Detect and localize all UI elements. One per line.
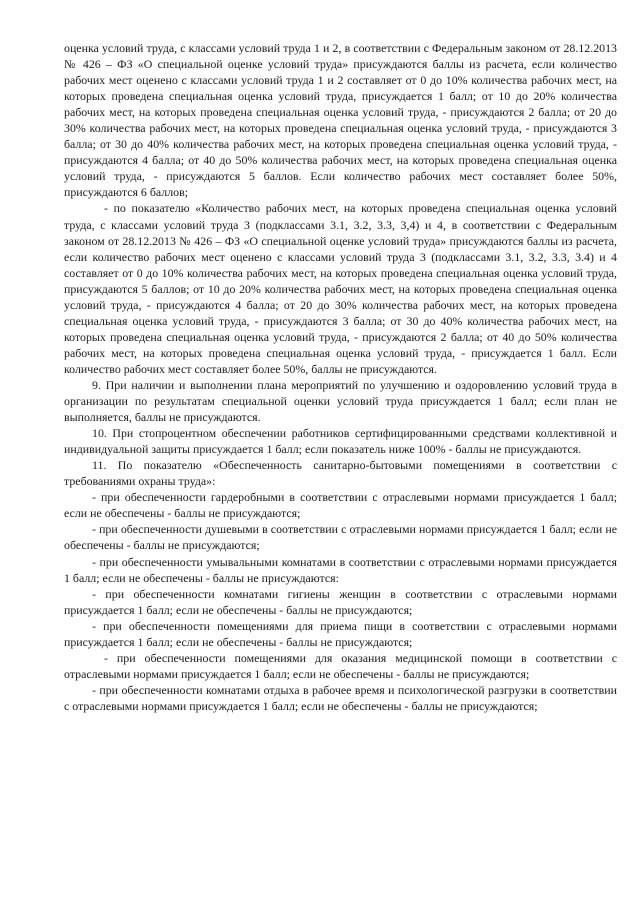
list-item-women-hygiene-rooms: - при обеспеченности комнатами гигиены женщин в соответствии с отраслевыми нормами присуждается 1 балл; если не обеспечены - баллы не присуждаются; (64, 586, 617, 617)
list-item-dining-rooms: - при обеспеченности помещениями для приема пищи в соответствии с отраслевыми нормами присуждается 1 балл; если не обеспечены - баллы не присуждаются; (64, 618, 617, 649)
paragraph-sout-classes-3-4: - по показателю «Количество рабочих мест, на которых проведена специальная оценка условий труда, с классами условий труда 3 (подклассами 3.1, 3.2, 3.3, 3,4) и 4, в соответствии с Федеральным законом от 28.12.2013 № 426 – ФЗ «О специальной оценке условий труда» присуждаются баллы из расчета, если количество рабочих мест оценено с классами условий труда 3 (подклассами 3.1, 3.2, 3.3, 3.4) и 4 составляет от 0 до 10% количества рабочих мест, на которых проведена специальная оценка условий труда, присуждаются 5 баллов; от 10 до 20% количества рабочих мест, на которых проведена специальная оценка условий труда, - присуждаются 4 балла; от 20 до 30% количества рабочих мест, на которых проведена специальная оценка условий труда, - присуждаются 3 балла; от 30 до 40% количества рабочих мест, на которых проведена специальная оценка условий труда, - присуждаются 2 балла; от 40 до 50% количества рабочих мест, на которых проведена специальная оценка условий труда, - присуждается 1 балл. Если количество рабочих мест составляет более 50%, баллы не присуждаются. (64, 201, 617, 376)
document-page (64, 40, 617, 714)
paragraph-sout-classes-1-2: оценка условий труда, с классами условий труда 1 и 2, в соответствии с Федеральным законом от 28.12.2013 № 426 – ФЗ «О специальной оценке условий труда» присуждаются баллы из расчета, если количество рабочих мест оценено с классами условий труда 1 и 2 составляет от 0 до 10% количества рабочих мест, на которых проведена специальная оценка условий труда, присуждается 1 балл; от 10 до 20% количества рабочих мест, на которых проведена специальная оценка условий труда, - присуждаются 2 балла; от 20 до 30% количества рабочих мест, на которых проведена специальная оценка условий труда, - присуждаются 3 балла; от 30 до 40% количества рабочих мест, на которых проведена специальная оценка условий труда, - присуждаются 4 балла; от 40 до 50% количества рабочих мест, на которых проведена специальная оценка условий труда, - присуждаются 5 баллов. Если количество рабочих мест составляет более 50%, присуждаются 6 баллов; (64, 41, 617, 200)
list-item-medical-rooms: - при обеспеченности помещениями для оказания медицинской помощи в соответствии с отраслевыми нормами присуждается 1 балл; если не обеспечены - баллы не присуждаются; (64, 650, 617, 681)
list-item-wardrobes: - при обеспеченности гардеробными в соответствии с отраслевыми нормами присуждается 1 балл; если не обеспечены - баллы не присуждаются; (64, 490, 617, 521)
list-item-washrooms: - при обеспеченности умывальными комнатами в соответствии с отраслевыми нормами присуждается 1 балл; если не обеспечены - баллы не присуждаются: (64, 554, 617, 585)
list-item-rest-rooms: - при обеспеченности комнатами отдыха в рабочее время и психологической разгрузки в соответствии с отраслевыми нормами присуждается 1 балл; если не обеспечены - баллы не присуждаются; (64, 682, 617, 713)
paragraph-item-10: 10. При стопроцентном обеспечении работников сертифицированными средствами коллективной и индивидуальной защиты присуждается 1 балл; если показатель ниже 100% - баллы не присуждаются. (64, 426, 617, 457)
paragraph-item-11: 11. По показателю «Обеспеченность санитарно-бытовыми помещениями в соответствии с требованиями охраны труда»: (64, 458, 617, 489)
paragraph-item-9: 9. При наличии и выполнении плана мероприятий по улучшению и оздоровлению условий труда в организации по результатам специальной оценки условий труда присуждается 1 балл; если план не выполняется, баллы не присуждаются. (64, 377, 617, 425)
list-item-showers: - при обеспеченности душевыми в соответствии с отраслевыми нормами присуждается 1 балл; если не обеспечены - баллы не присуждаются; (64, 522, 617, 553)
